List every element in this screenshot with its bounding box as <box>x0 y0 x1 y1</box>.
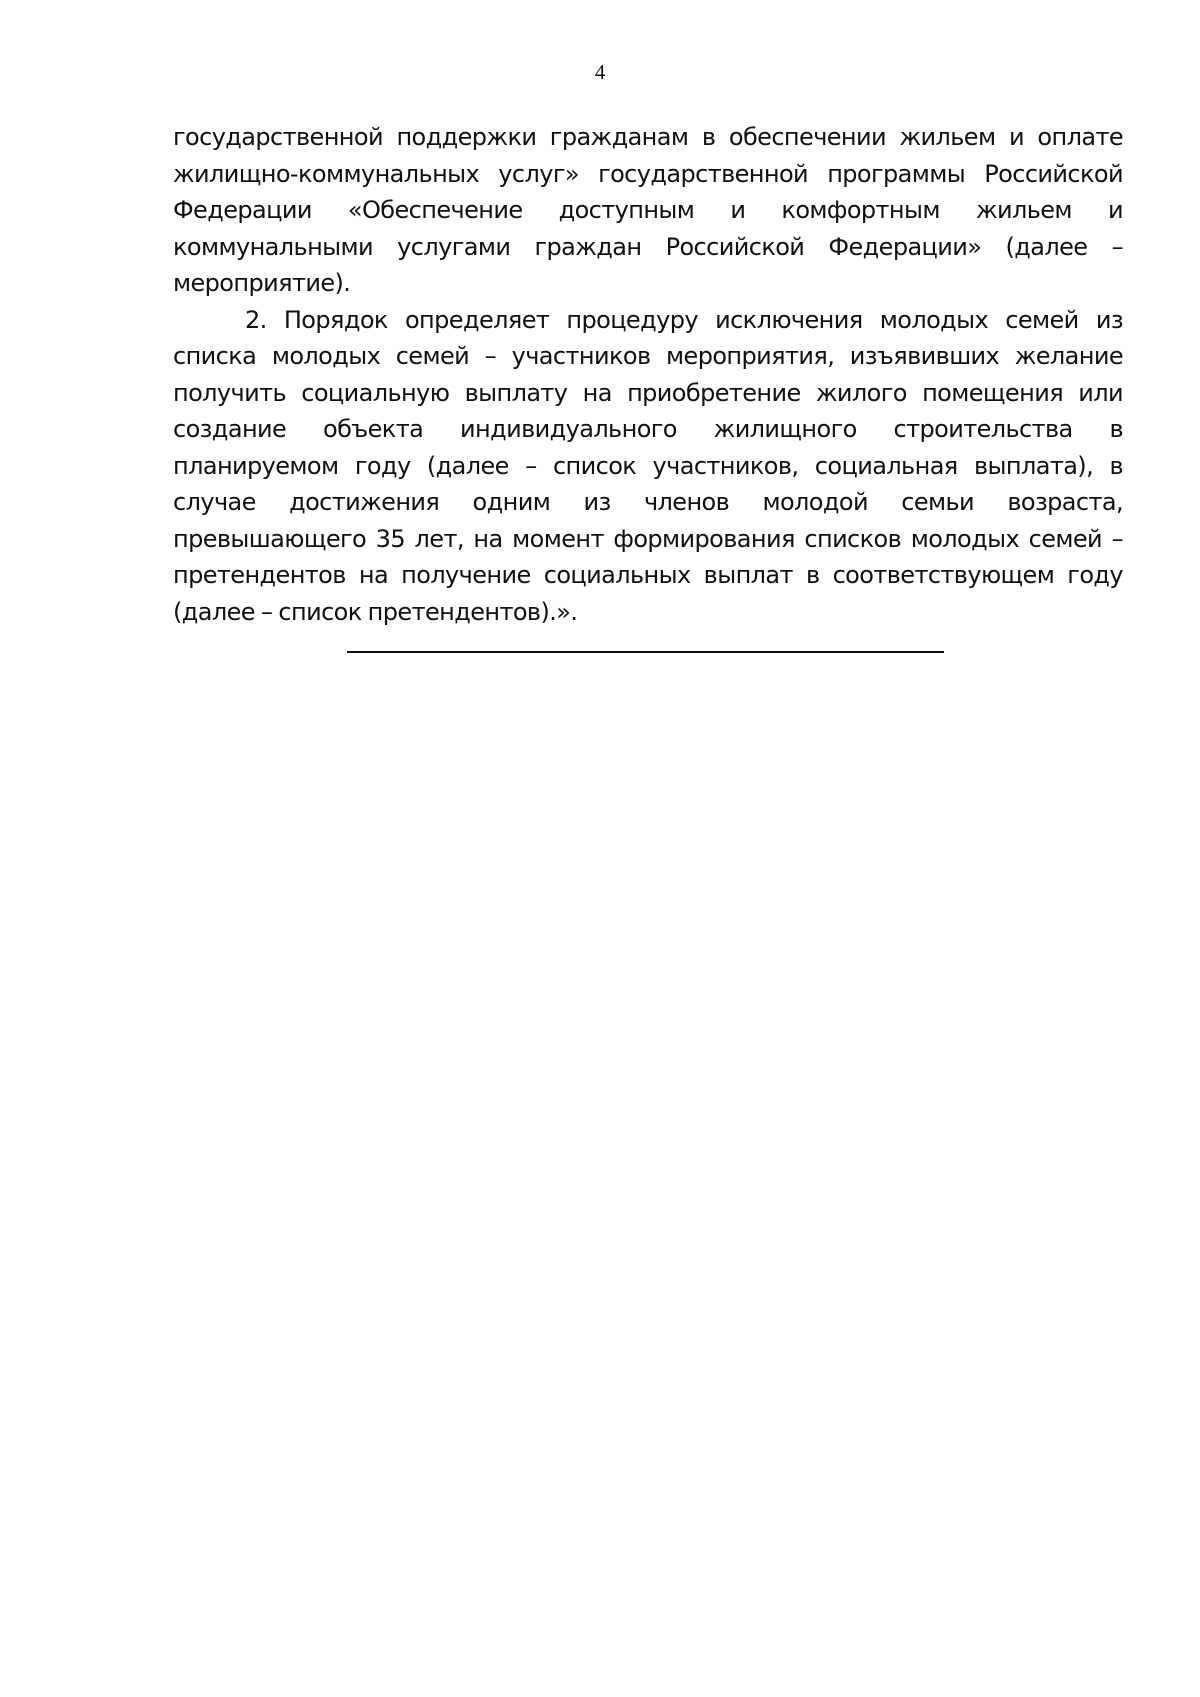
closing-divider-line <box>347 651 944 653</box>
document-body <box>173 119 1123 630</box>
paragraph-item-2: 2. Порядок определяет процедуру исключения молодых семей из списка молодых семей – участников мероприятия, изъявивших желание получить социальную выплату на приобретение жилого помещения или создание объекта индивидуального жилищного строительства в планируемом году (далее – список участников, социальная выплата), в случае достижения одним из членов молодой семьи возраста, превышающего 35 лет, на момент формирования списков молодых семей – претендентов на получение социальных выплат в соответствующем году (далее – список претендентов).». <box>173 305 1123 626</box>
paragraph-continuation: государственной поддержки гражданам в обеспечении жильем и оплате жилищно-коммунальных услуг» государственной программы Российской Федерации «Обеспечение доступным и комфортным жильем и коммунальными услугами граждан Российской Федерации» (далее – мероприятие). <box>173 123 1123 297</box>
page-number: 4 <box>594 60 606 84</box>
